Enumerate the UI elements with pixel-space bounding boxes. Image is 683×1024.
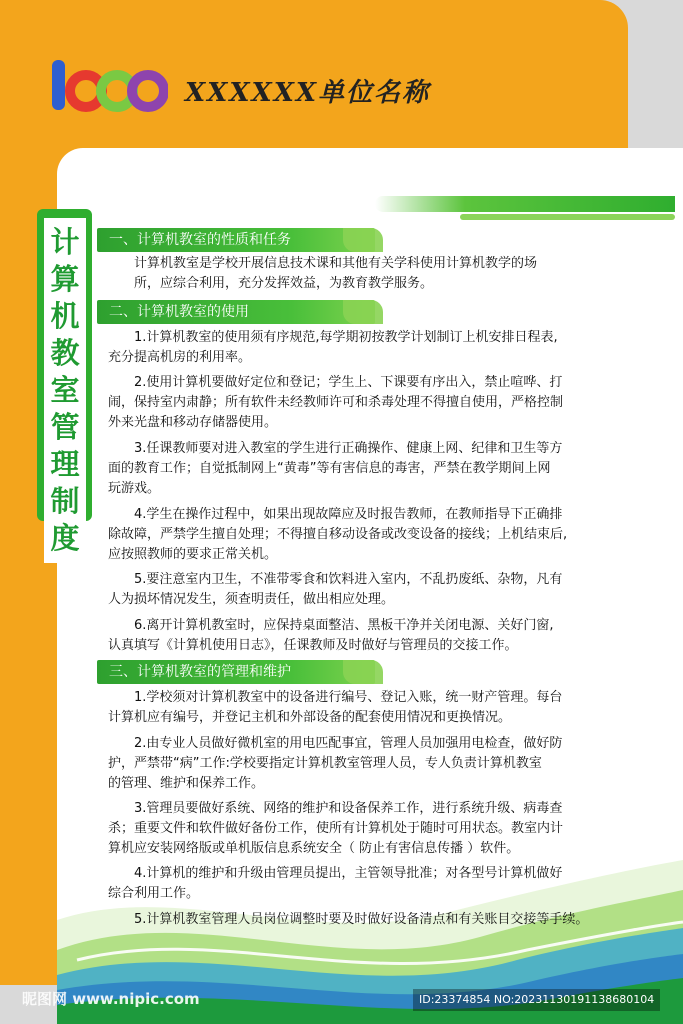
vertical-title: 计算机教室管理制度 xyxy=(44,218,86,563)
logo-icon xyxy=(50,60,168,112)
section-2-heading: 二、计算机教室的使用 xyxy=(97,300,375,324)
watermark-site: 昵图网 www.nipic.com xyxy=(22,990,200,1008)
section-3-item-1: 1.学校须对计算机教室中的设备进行编号、登记入账，统一财产管理。每台 计算机应有编号，并登记主机和外部设备的配套使用情况和更换情况。 xyxy=(108,690,563,725)
section-2-item-5: 5.要注意室内卫生，不准带零食和饮料进入室内，不乱扔废纸、杂物，凡有 人为损坏情况发生，须查明责任，做出相应处理。 xyxy=(108,572,563,607)
watermark-id: ID:23374854 NO:20231130191138680104 xyxy=(413,989,660,1011)
top-light-stripe xyxy=(460,214,675,220)
unit-name: XXXXXX单位名称 xyxy=(185,78,431,108)
section-2-item-1: 1.计算机教室的使用须有序规范,每学期初按教学计划制订上机安排日程表, 充分提高机房的利用率。 xyxy=(108,330,558,365)
section-2-item-4: 4.学生在操作过程中，如果出现故障应及时报告教师，在教师指导下正确排 除故障，严禁学生擅自处理；不得擅自移动设备或改变设备的接线；上机结束后, 应按照教师的要求正常关机。 xyxy=(108,507,568,562)
section-2-item-3: 3.任课教师要对进入教室的学生进行正确操作、健康上网、纪律和卫生等方 面的教育工作；自觉抵制网上“黄毒”等有害信息的毒害，严禁在教学期间上网 玩游戏。 xyxy=(108,441,563,496)
section-1-paragraph-1: 计算机教室是学校开展信息技术课和其他有关学科使用计算机教学的场 所，应综合利用，充分发挥效益，为教育教学服务。 xyxy=(134,256,538,291)
section-3-item-2: 2.由专业人员做好微机室的用电匹配事宜，管理人员加强用电检查，做好防 护，严禁带“病”工作:学校要指定计算机教室管理人员，专人负责计算机教室 的管理、维护和保养工作。 xyxy=(108,736,563,791)
section-3-item-4: 4.计算机的维护和升级由管理员提出，主管领导批准；对各型号计算机做好 综合利用工作。 xyxy=(108,866,563,901)
section-3-heading: 三、计算机教室的管理和维护 xyxy=(97,660,375,684)
section-2-item-2: 2.使用计算机要做好定位和登记；学生上、下课要有序出入，禁止喧哗、打 闹，保持室内肃静；所有软件未经教师许可和杀毒处理不得擅自使用，严格控制 外来光盘和移动存储器使用。 xyxy=(108,375,564,430)
section-1-heading: 一、计算机教室的性质和任务 xyxy=(97,228,375,252)
top-green-stripe xyxy=(375,196,675,212)
section-3-item-5: 5.计算机教室管理人员岗位调整时要及时做好设备清点和有关账目交接等手续。 xyxy=(134,912,589,927)
section-2-item-6: 6.离开计算机教室时，应保持桌面整洁、黑板干净并关闭电源、关好门窗, 认真填写《计算机使用日志》，任课教师及时做好与管理员的交接工作。 xyxy=(108,618,554,653)
section-3-item-3: 3.管理员要做好系统、网络的维护和设备保养工作，进行系统升级、病毒查 杀；重要文件和软件做好备份工作，使所有计算机处于随时可用状态。教室内计 算机应安装网络版或单机版信息系统安全（ 防止有害信息传播 ）软件。 xyxy=(108,801,564,856)
